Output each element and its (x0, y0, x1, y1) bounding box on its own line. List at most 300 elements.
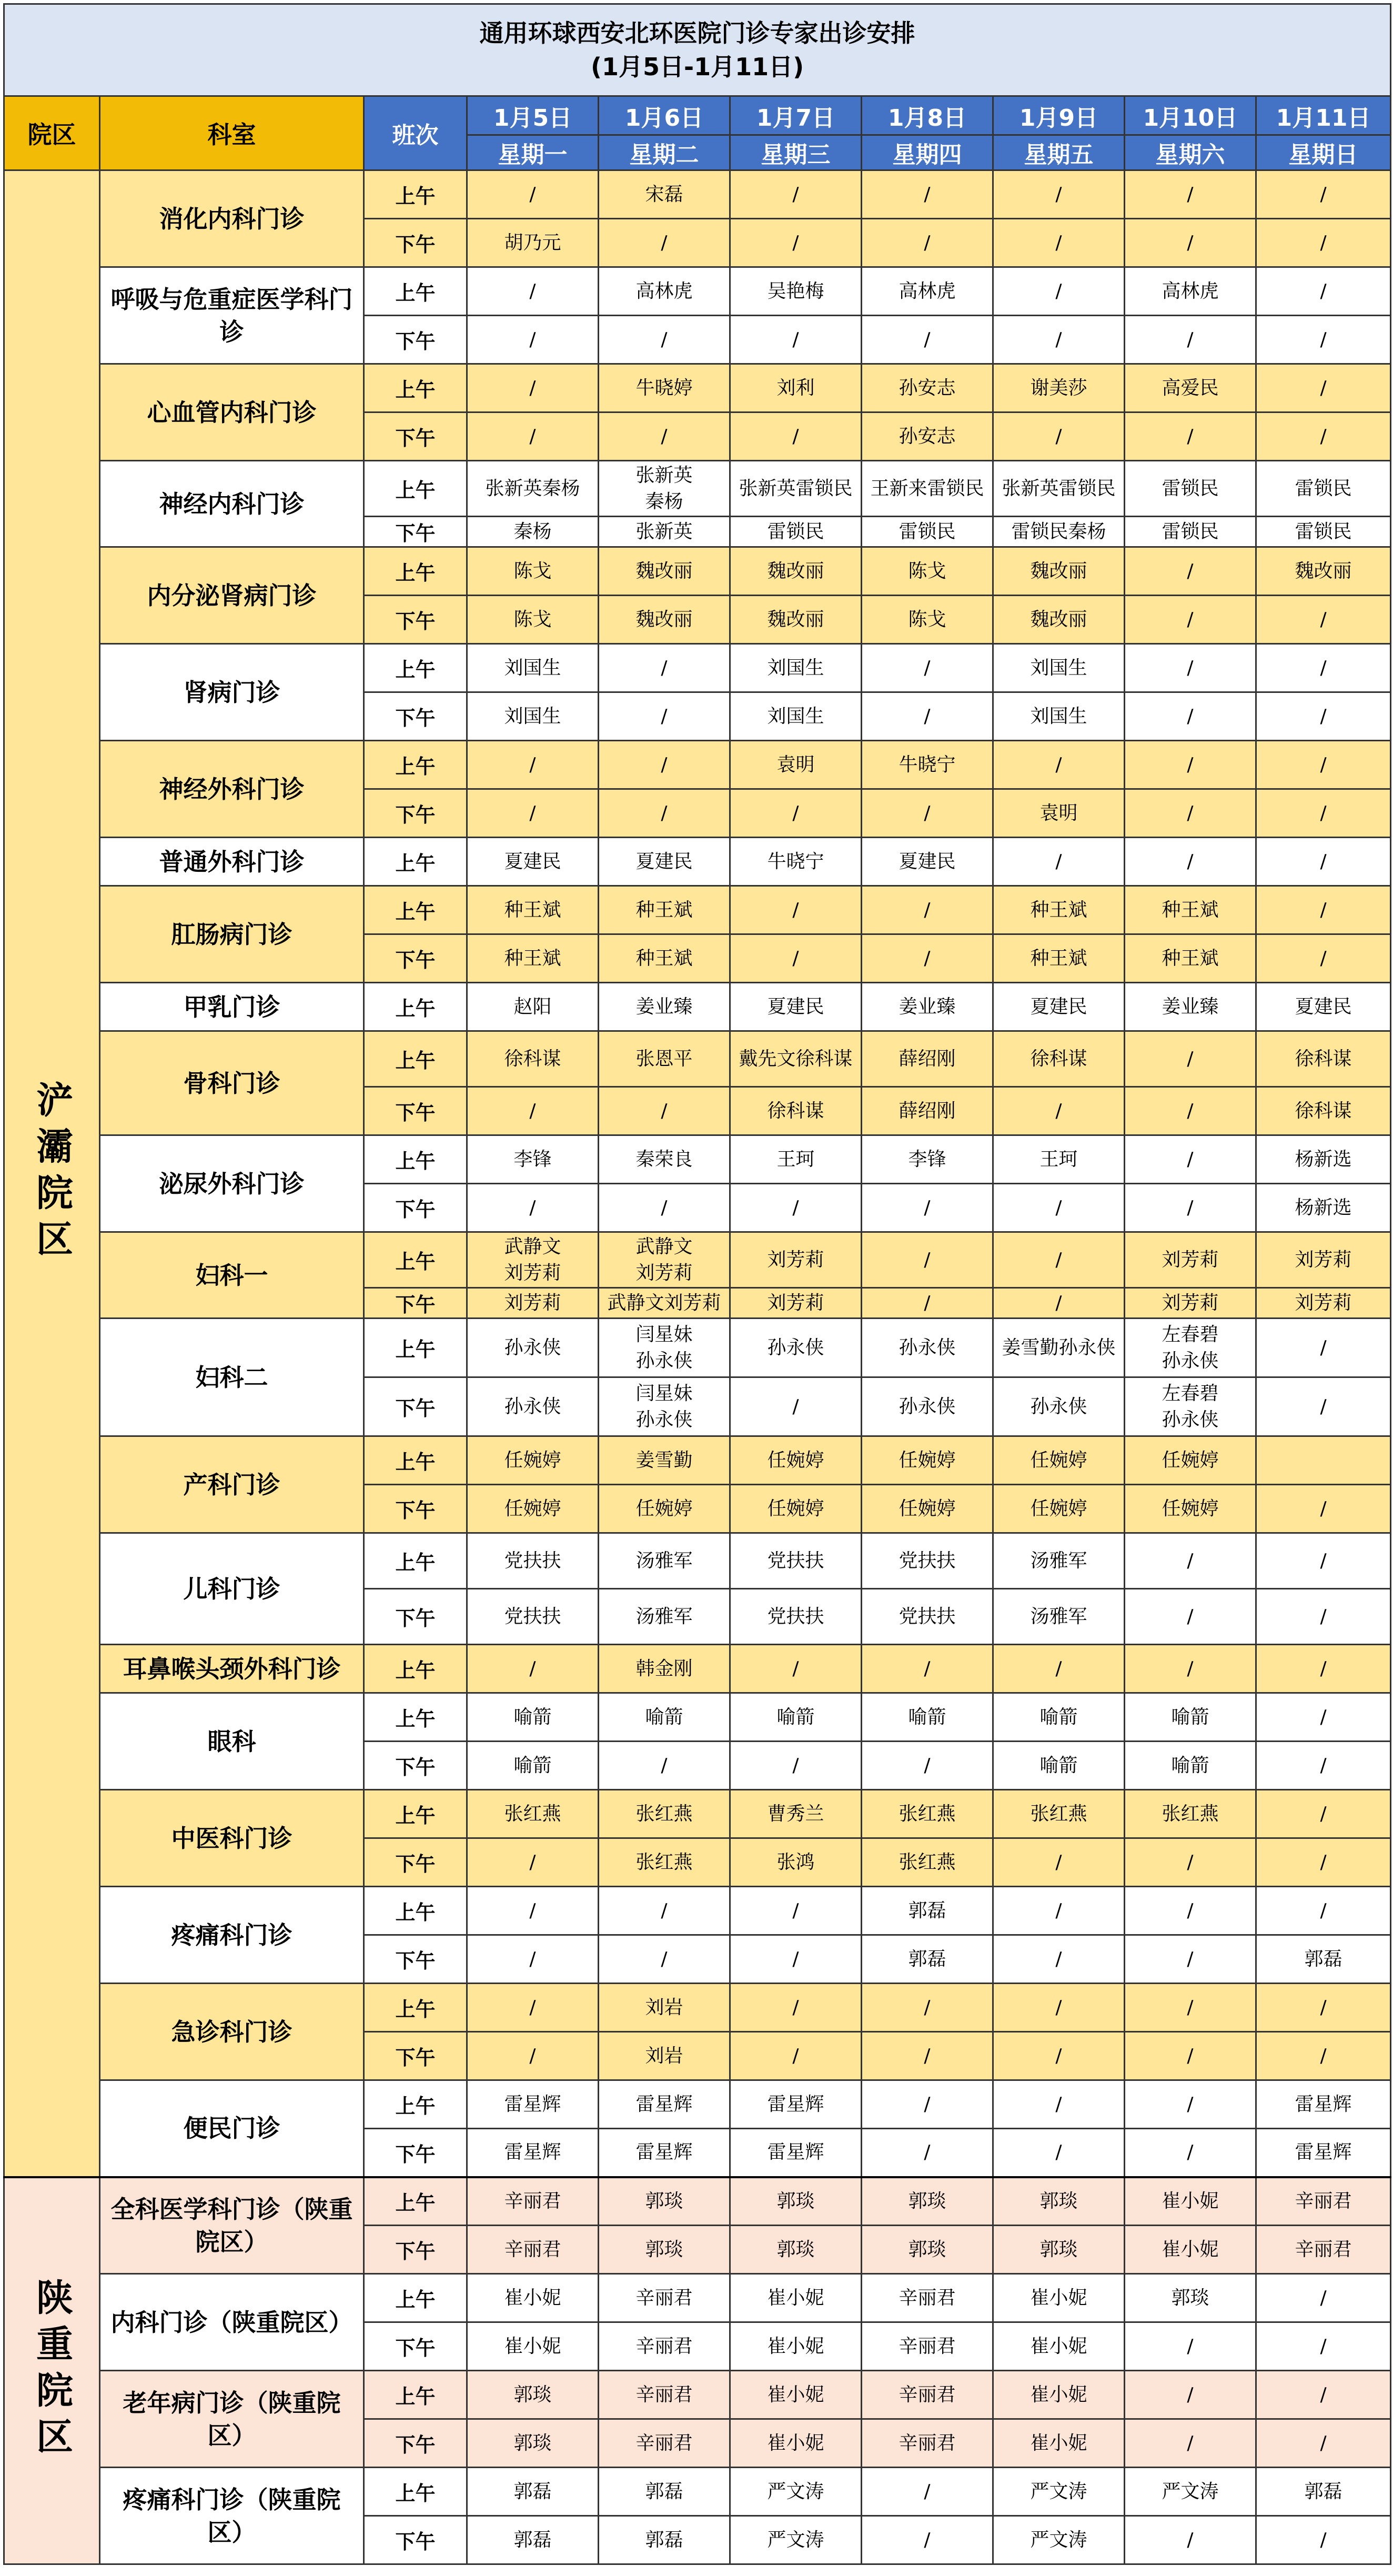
schedule-cell: 雷锁民 (862, 517, 993, 547)
schedule-cell: 孙安志 (862, 412, 993, 461)
dept-name: 消化内科门诊 (100, 170, 364, 267)
schedule-cell: 左春碧 孙永侠 (1125, 1377, 1256, 1436)
schedule-cell (1256, 1436, 1391, 1485)
schedule-cell: 严文涛 (730, 2516, 862, 2564)
schedule-cell: 孙永侠 (993, 1377, 1125, 1436)
schedule-cell: 雷星辉 (467, 2129, 599, 2177)
schedule-cell: 党扶扶 (730, 1533, 862, 1589)
schedule-cell: / (467, 2032, 599, 2080)
schedule-cell: / (1256, 1533, 1391, 1589)
schedule-cell: 戴先文徐科谋 (730, 1031, 862, 1087)
schedule-cell: / (862, 692, 993, 741)
schedule-cell: 张恩平 (599, 1031, 730, 1087)
schedule-cell: / (1125, 1184, 1256, 1232)
schedule-cell: / (730, 1984, 862, 2032)
shift-label: 上午 (364, 983, 467, 1031)
schedule-cell: 雷星辉 (467, 2080, 599, 2129)
schedule-cell: 姜雪勤孙永侠 (993, 1319, 1125, 1377)
schedule-cell: / (1125, 1087, 1256, 1135)
schedule-cell: 崔小妮 (730, 2274, 862, 2322)
schedule-cell: / (467, 1645, 599, 1693)
header-date: 1月5日 (467, 96, 599, 135)
schedule-cell: 魏改丽 (1256, 547, 1391, 596)
schedule-cell: / (730, 789, 862, 838)
schedule-cell: / (599, 1742, 730, 1790)
schedule-cell: 崔小妮 (467, 2274, 599, 2322)
schedule-cell: 刘芳莉 (1125, 1232, 1256, 1288)
schedule-cell: 种王斌 (1125, 886, 1256, 934)
schedule-cell: / (862, 1645, 993, 1693)
shift-label: 下午 (364, 2129, 467, 2177)
schedule-cell: 陈戈 (862, 596, 993, 644)
schedule-cell: / (993, 267, 1125, 316)
shift-label: 下午 (364, 1485, 467, 1533)
schedule-cell: / (1125, 2080, 1256, 2129)
schedule-cell: / (993, 316, 1125, 364)
schedule-cell: 魏改丽 (730, 596, 862, 644)
schedule-cell: / (1125, 692, 1256, 741)
schedule-cell: / (862, 170, 993, 219)
dept-name: 急诊科门诊 (100, 1984, 364, 2080)
schedule-cell: / (467, 1184, 599, 1232)
schedule-cell: 崔小妮 (1125, 2226, 1256, 2274)
schedule-cell: / (1256, 741, 1391, 789)
shift-label: 上午 (364, 547, 467, 596)
table-row (4, 1887, 1391, 1935)
schedule-cell: 崔小妮 (467, 2322, 599, 2371)
schedule-cell: / (1125, 1887, 1256, 1935)
dept-name: 泌尿外科门诊 (100, 1135, 364, 1232)
schedule-cell: 郭琰 (730, 2226, 862, 2274)
table-row (4, 1135, 1391, 1184)
header-date: 1月8日 (862, 96, 993, 135)
schedule-cell: / (993, 1288, 1125, 1319)
schedule-cell: 李锋 (467, 1135, 599, 1184)
schedule-cell: / (1125, 1031, 1256, 1087)
schedule-cell: 魏改丽 (599, 596, 730, 644)
schedule-cell: 武静文 刘芳莉 (467, 1232, 599, 1288)
header-weekday: 星期五 (993, 135, 1125, 170)
schedule-cell: 牛晓宁 (730, 838, 862, 886)
schedule-cell: 张新英 (599, 517, 730, 547)
schedule-cell: / (730, 412, 862, 461)
schedule-cell: 魏改丽 (730, 547, 862, 596)
schedule-cell: / (467, 1935, 599, 1984)
schedule-cell: / (467, 316, 599, 364)
dept-name: 眼科 (100, 1693, 364, 1790)
schedule-cell: 辛丽君 (862, 2274, 993, 2322)
schedule-cell: / (730, 1887, 862, 1935)
schedule-cell: 郭琰 (599, 2226, 730, 2274)
header-weekday: 星期日 (1256, 135, 1391, 170)
schedule-cell: / (467, 1887, 599, 1935)
schedule-cell: 刘芳莉 (1125, 1288, 1256, 1319)
schedule-cell: 高林虎 (599, 267, 730, 316)
dept-name: 耳鼻喉头颈外科门诊 (100, 1645, 364, 1693)
dept-name: 疼痛科门诊 (100, 1887, 364, 1984)
schedule-cell: / (730, 1645, 862, 1693)
campus-name: 陕重院区 (4, 2177, 100, 2564)
schedule-cell: 辛丽君 (1256, 2226, 1391, 2274)
schedule-cell: 雷星辉 (599, 2129, 730, 2177)
schedule-cell: 孙永侠 (730, 1319, 862, 1377)
schedule-cell: / (467, 170, 599, 219)
schedule-cell: 徐科谋 (730, 1087, 862, 1135)
table-row (4, 1319, 1391, 1377)
schedule-cell: / (1256, 1319, 1391, 1377)
dept-name: 儿科门诊 (100, 1533, 364, 1645)
table-row (4, 461, 1391, 517)
schedule-cell: / (467, 267, 599, 316)
schedule-cell: 严文涛 (993, 2468, 1125, 2516)
schedule-cell: 姜业臻 (1125, 983, 1256, 1031)
schedule-cell: 雷星辉 (1256, 2129, 1391, 2177)
schedule-cell: / (862, 886, 993, 934)
schedule-cell: / (993, 1087, 1125, 1135)
schedule-cell: / (1256, 886, 1391, 934)
dept-name: 老年病门诊（陕重院区） (100, 2371, 364, 2468)
schedule-cell: 张红燕 (862, 1790, 993, 1838)
schedule-cell: / (730, 316, 862, 364)
schedule-cell: 郭磊 (599, 2468, 730, 2516)
schedule-cell: 郭琰 (467, 2371, 599, 2419)
schedule-cell: 任婉婷 (467, 1485, 599, 1533)
schedule-cell: 喻箭 (862, 1693, 993, 1742)
dept-name: 心血管内科门诊 (100, 364, 364, 461)
schedule-cell: / (599, 644, 730, 692)
schedule-cell: 辛丽君 (1256, 2177, 1391, 2226)
header-weekday: 星期六 (1125, 135, 1256, 170)
schedule-cell: / (993, 2032, 1125, 2080)
table-row (4, 2177, 1391, 2226)
schedule-cell: / (1125, 2032, 1256, 2080)
schedule-cell: / (730, 1742, 862, 1790)
shift-label: 下午 (364, 219, 467, 267)
schedule-cell: 喻箭 (993, 1693, 1125, 1742)
schedule-cell: / (1125, 644, 1256, 692)
schedule-cell: 辛丽君 (862, 2371, 993, 2419)
schedule-cell: 郭磊 (599, 2516, 730, 2564)
schedule-cell: 张新英秦杨 (467, 461, 599, 517)
table-row (4, 838, 1391, 886)
shift-label: 下午 (364, 789, 467, 838)
schedule-cell: 张红燕 (862, 1838, 993, 1887)
dept-name: 全科医学科门诊（陕重院区） (100, 2177, 364, 2274)
table-row (4, 2371, 1391, 2419)
schedule-cell: 刘芳莉 (1256, 1232, 1391, 1288)
table-row (4, 741, 1391, 789)
shift-label: 下午 (364, 2516, 467, 2564)
schedule-cell: / (993, 170, 1125, 219)
header-shift: 班次 (364, 96, 467, 170)
schedule-cell: / (467, 741, 599, 789)
schedule-cell: 张红燕 (467, 1790, 599, 1838)
shift-label: 上午 (364, 461, 467, 517)
schedule-cell: 严文涛 (1125, 2468, 1256, 2516)
schedule-cell: / (730, 1184, 862, 1232)
header-date: 1月6日 (599, 96, 730, 135)
schedule-cell: 徐科谋 (1256, 1031, 1391, 1087)
header-date: 1月10日 (1125, 96, 1256, 135)
schedule-cell: 郭磊 (862, 1887, 993, 1935)
dept-name: 甲乳门诊 (100, 983, 364, 1031)
schedule-cell: / (599, 741, 730, 789)
schedule-cell: 刘芳莉 (467, 1288, 599, 1319)
schedule-cell: 刘岩 (599, 2032, 730, 2080)
schedule-cell: 雷星辉 (730, 2080, 862, 2129)
schedule-cell: 任婉婷 (993, 1485, 1125, 1533)
schedule-cell: 武静文 刘芳莉 (599, 1232, 730, 1288)
schedule-cell: / (862, 1288, 993, 1319)
table-row (4, 2468, 1391, 2516)
schedule-cell: 秦杨 (467, 517, 599, 547)
schedule-cell: 崔小妮 (730, 2371, 862, 2419)
shift-label: 下午 (364, 934, 467, 983)
schedule-cell: 郭磊 (862, 1935, 993, 1984)
schedule-cell: / (862, 2080, 993, 2129)
shift-label: 上午 (364, 1436, 467, 1485)
shift-label: 下午 (364, 2419, 467, 2468)
schedule-cell: / (1125, 789, 1256, 838)
schedule-cell: 党扶扶 (730, 1589, 862, 1645)
shift-label: 上午 (364, 1790, 467, 1838)
table-row (4, 1533, 1391, 1589)
table-row (4, 547, 1391, 596)
schedule-cell: / (1125, 219, 1256, 267)
schedule-cell: / (730, 2032, 862, 2080)
schedule-cell: 郭琰 (862, 2177, 993, 2226)
schedule-cell: 孙永侠 (467, 1319, 599, 1377)
schedule-cell: 崔小妮 (730, 2419, 862, 2468)
schedule-cell: 郭琰 (730, 2177, 862, 2226)
shift-label: 上午 (364, 1319, 467, 1377)
shift-label: 下午 (364, 1288, 467, 1319)
schedule-cell: / (1125, 547, 1256, 596)
schedule-cell: / (730, 1377, 862, 1436)
schedule-cell: 种王斌 (993, 886, 1125, 934)
schedule-cell: 孙永侠 (467, 1377, 599, 1436)
schedule-cell: / (862, 316, 993, 364)
schedule-cell: 辛丽君 (599, 2322, 730, 2371)
schedule-cell: / (862, 2468, 993, 2516)
schedule-cell: 喻箭 (1125, 1742, 1256, 1790)
schedule-cell: 雷锁民 (1125, 461, 1256, 517)
table-row (4, 886, 1391, 934)
schedule-cell: / (993, 1838, 1125, 1887)
schedule-table (3, 3, 1391, 2565)
header-date: 1月7日 (730, 96, 862, 135)
schedule-cell: / (730, 170, 862, 219)
schedule-cell: / (1256, 1790, 1391, 1838)
schedule-cell: 任婉婷 (1125, 1485, 1256, 1533)
shift-label: 上午 (364, 170, 467, 219)
shift-label: 上午 (364, 2468, 467, 2516)
dept-name: 肛肠病门诊 (100, 886, 364, 983)
schedule-cell: / (862, 2516, 993, 2564)
schedule-cell: 高爱民 (1125, 364, 1256, 412)
shift-label: 下午 (364, 1935, 467, 1984)
shift-label: 下午 (364, 1838, 467, 1887)
schedule-cell: 辛丽君 (599, 2274, 730, 2322)
schedule-cell: / (1125, 1984, 1256, 2032)
schedule-cell: / (993, 1645, 1125, 1693)
dept-name: 便民门诊 (100, 2080, 364, 2177)
schedule-cell: 喻箭 (1125, 1693, 1256, 1742)
schedule-cell: / (1256, 838, 1391, 886)
schedule-cell: / (599, 412, 730, 461)
shift-label: 上午 (364, 364, 467, 412)
schedule-cell: / (1125, 316, 1256, 364)
schedule-cell: 武静文刘芳莉 (599, 1288, 730, 1319)
schedule-cell: / (1256, 692, 1391, 741)
header-date: 1月11日 (1256, 96, 1391, 135)
schedule-cell: 李锋 (862, 1135, 993, 1184)
schedule-cell: 杨新选 (1256, 1135, 1391, 1184)
schedule-cell: 张新英雷锁民 (993, 461, 1125, 517)
schedule-cell: 崔小妮 (993, 2419, 1125, 2468)
dept-name: 呼吸与危重症医学科门诊 (100, 267, 364, 364)
schedule-cell: 刘岩 (599, 1984, 730, 2032)
schedule-cell: 崔小妮 (993, 2322, 1125, 2371)
schedule-cell: 胡乃元 (467, 219, 599, 267)
schedule-cell: / (1256, 1838, 1391, 1887)
schedule-cell: 任婉婷 (730, 1436, 862, 1485)
schedule-cell: 雷星辉 (599, 2080, 730, 2129)
schedule-cell: 张红燕 (993, 1790, 1125, 1838)
schedule-cell: 郭磊 (467, 2468, 599, 2516)
schedule-cell: 王珂 (993, 1135, 1125, 1184)
table-row (4, 170, 1391, 219)
schedule-cell: 任婉婷 (993, 1436, 1125, 1485)
schedule-cell: / (1256, 219, 1391, 267)
schedule-cell: 汤雅军 (993, 1589, 1125, 1645)
shift-label: 下午 (364, 1377, 467, 1436)
schedule-cell: 崔小妮 (1125, 2177, 1256, 2226)
schedule-cell: / (1256, 1984, 1391, 2032)
shift-label: 下午 (364, 1184, 467, 1232)
shift-label: 下午 (364, 1742, 467, 1790)
shift-label: 上午 (364, 644, 467, 692)
schedule-cell: 任婉婷 (862, 1485, 993, 1533)
dept-name: 中医科门诊 (100, 1790, 364, 1887)
schedule-cell: 姜业臻 (862, 983, 993, 1031)
table-row (4, 1693, 1391, 1742)
table-row (4, 1232, 1391, 1288)
schedule-cell: 雷锁民 (1256, 461, 1391, 517)
schedule-cell: / (1256, 267, 1391, 316)
schedule-cell: 宋磊 (599, 170, 730, 219)
shift-label: 上午 (364, 1693, 467, 1742)
schedule-cell: 孙安志 (862, 364, 993, 412)
schedule-cell: 郭磊 (1256, 2468, 1391, 2516)
schedule-cell: / (1256, 2274, 1391, 2322)
schedule-cell: 喻箭 (599, 1693, 730, 1742)
schedule-cell: / (993, 1184, 1125, 1232)
table-row (4, 1984, 1391, 2032)
schedule-cell: 雷星辉 (1256, 2080, 1391, 2129)
schedule-cell: 陈戈 (467, 547, 599, 596)
schedule-cell: 刘芳莉 (730, 1288, 862, 1319)
schedule-cell: 雷锁民秦杨 (993, 517, 1125, 547)
schedule-cell: 薛绍刚 (862, 1087, 993, 1135)
schedule-cell: 刘国生 (730, 644, 862, 692)
schedule-cell: 辛丽君 (467, 2226, 599, 2274)
schedule-cell: / (1125, 2516, 1256, 2564)
schedule-cell: / (599, 789, 730, 838)
schedule-cell: 崔小妮 (993, 2371, 1125, 2419)
shift-label: 上午 (364, 1232, 467, 1288)
schedule-cell: 王新来雷锁民 (862, 461, 993, 517)
schedule-cell: 曹秀兰 (730, 1790, 862, 1838)
schedule-cell: 秦荣良 (599, 1135, 730, 1184)
schedule-cell: 党扶扶 (862, 1589, 993, 1645)
schedule-cell: 谢美莎 (993, 364, 1125, 412)
schedule-cell: / (730, 886, 862, 934)
schedule-cell: / (467, 789, 599, 838)
schedule-cell: / (1256, 789, 1391, 838)
table-row (4, 364, 1391, 412)
schedule-cell: / (1256, 170, 1391, 219)
schedule-cell: 夏建民 (993, 983, 1125, 1031)
schedule-cell: 刘利 (730, 364, 862, 412)
schedule-cell: 种王斌 (599, 886, 730, 934)
schedule-cell: / (467, 1984, 599, 2032)
schedule-cell: / (1125, 596, 1256, 644)
schedule-cell: / (1125, 2419, 1256, 2468)
header-date: 1月9日 (993, 96, 1125, 135)
schedule-cell: 魏改丽 (993, 596, 1125, 644)
schedule-cell: / (1256, 2516, 1391, 2564)
schedule-cell: / (1256, 1485, 1391, 1533)
schedule-cell: 郭磊 (1256, 1935, 1391, 1984)
schedule-cell: / (467, 364, 599, 412)
schedule-cell: 种王斌 (467, 934, 599, 983)
schedule-cell: 牛晓婷 (599, 364, 730, 412)
schedule-cell: 雷锁民 (1125, 517, 1256, 547)
schedule-cell: / (599, 692, 730, 741)
schedule-cell: / (1256, 2032, 1391, 2080)
schedule-cell: / (467, 412, 599, 461)
table-row (4, 2274, 1391, 2322)
schedule-cell: 辛丽君 (467, 2177, 599, 2226)
schedule-cell: / (599, 1935, 730, 1984)
schedule-cell: 闫星妹 孙永侠 (599, 1319, 730, 1377)
schedule-cell: / (993, 1887, 1125, 1935)
schedule-cell: 张红燕 (1125, 1790, 1256, 1838)
table-row (4, 2080, 1391, 2129)
schedule-cell: 种王斌 (599, 934, 730, 983)
schedule-cell: / (730, 934, 862, 983)
schedule-cell: / (599, 1087, 730, 1135)
schedule-cell: 夏建民 (862, 838, 993, 886)
schedule-cell: / (1125, 1645, 1256, 1693)
table-row (4, 1031, 1391, 1087)
schedule-cell: 刘芳莉 (1256, 1288, 1391, 1319)
schedule-body (4, 170, 1391, 2564)
shift-label: 下午 (364, 2322, 467, 2371)
schedule-cell: 王珂 (730, 1135, 862, 1184)
schedule-cell: / (993, 2080, 1125, 2129)
schedule-cell: / (862, 1984, 993, 2032)
schedule-cell: / (1125, 170, 1256, 219)
shift-label: 上午 (364, 741, 467, 789)
schedule-cell: / (862, 219, 993, 267)
schedule-cell: 张新英雷锁民 (730, 461, 862, 517)
schedule-cell: 任婉婷 (1125, 1436, 1256, 1485)
dept-name: 神经外科门诊 (100, 741, 364, 838)
schedule-cell: 汤雅军 (599, 1589, 730, 1645)
schedule-cell: 杨新选 (1256, 1184, 1391, 1232)
